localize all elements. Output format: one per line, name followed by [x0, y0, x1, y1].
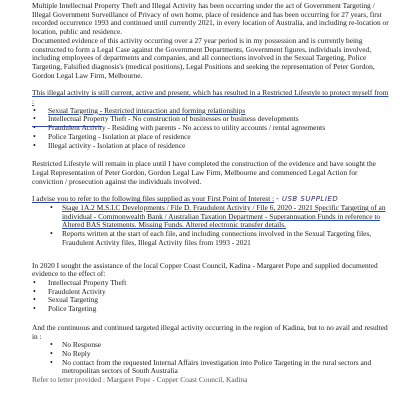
council-paragraph: In 2020 I sought the assistance of the local Copper Coast Council, Kadina - Margaret Pope and supplied documented evidence to the effect of: [32, 260, 378, 279]
list-item: • Reports written at the start of each file, and including connections involved in the Sexual Targeting files, Fraudulent Activity files, Illegal Activity files from 1993 - 2021 [32, 230, 390, 247]
list-item: • No Reply [32, 350, 390, 359]
handwritten-note: - USB SUPPLIED [276, 195, 339, 204]
evidence-paragraph: Documented evidence of this activity occurring over a 27 year period is in my possession and is currently being constructed to form a Legal Case against the Government Departments, Government figures, individuals involved, including employees of departments and companies, and all connections involved in the Sexual Targeting, Police Targeting, Falsified diagnosis's (medical positions), Legal Positions and seeking the representation of Peter Gordon, Gordon Legal Law Firm, Melbourne. [32, 35, 375, 80]
list-item: • Fraudulent Activity [32, 288, 390, 297]
continued-paragraph: And the continuous and continued targeted illegal activity occurring in the region of Kadina, but to no avail and resulted in : [32, 322, 388, 341]
list-item: • Intellectual Property Theft [32, 279, 390, 288]
restricted-lifestyle-paragraph: Restricted Lifestyle will remain in place until I have completed the construction of the evidence and have sought the Legal Representation of Peter Gordon, Gordon Legal Law Firm, Melbourne and commenced Legal Action for conviction / prosecution against the individuals involved. [32, 159, 376, 186]
files-list [32, 204, 390, 248]
result-list [32, 341, 390, 376]
evidence-list [32, 279, 390, 314]
still-current-paragraph: This illegal activity is still current, active and present, which has resulted in a Restricted Lifestyle to protect myself from : [32, 88, 389, 107]
restriction-list [32, 107, 390, 151]
list-item: • Police Targeting - Isolation at place of residence [32, 133, 390, 142]
list-item: • Fraudulent Activity - Residing with parents - No access to utility accounts / rental agreements [32, 124, 390, 133]
refer-letter-line: Refer to letter provided : Margaret Pope - Copper Coast Council, Kadina [32, 375, 248, 385]
list-item: • Police Targeting [32, 305, 390, 314]
list-item: • Illegal activity - Isolation at place of residence [32, 142, 390, 151]
list-item: • No Response [32, 341, 390, 350]
intro-paragraph: Multiple Intellectual Property Theft and Illegal Activity has been occurring under the act of Government Targeting / Illegal Government Surveillance of Privacy of own home, place of residence and has been occurring for 27 years, first recorded occurrence 1993 and continued until currently 2021, in every location of Australia, and including re-location or location, public and residence. [32, 1, 389, 37]
advise-text: I advise you to refer to the following files supplied as your First Point of Interest : [32, 194, 275, 204]
list-item: • Stage 1A.2 M.S.I.C Developments / File D. Fraudulent Activity / File 6, 2020 - 2021 Specific Targeting of an individual - Commonwealth Bank / Australian Taxation Department - Superannuation Funds in reference to Altered BAS Statements. Missing Funds. Altered electronic transfer details. [32, 204, 390, 230]
list-item: • Sexual Targeting - Restricted interaction and forming relationships [32, 107, 390, 116]
list-item: • Sexual Targeting [32, 296, 390, 305]
list-item: • Intellectual Property Theft - No construction of businesses or business developments [32, 115, 390, 124]
list-item: • No contact from the requested Internal Affairs investigation into Police Targeting in the rural sectors and metropolitan sectors of South Australia [32, 359, 390, 376]
pen-underline-mark [32, 126, 102, 127]
